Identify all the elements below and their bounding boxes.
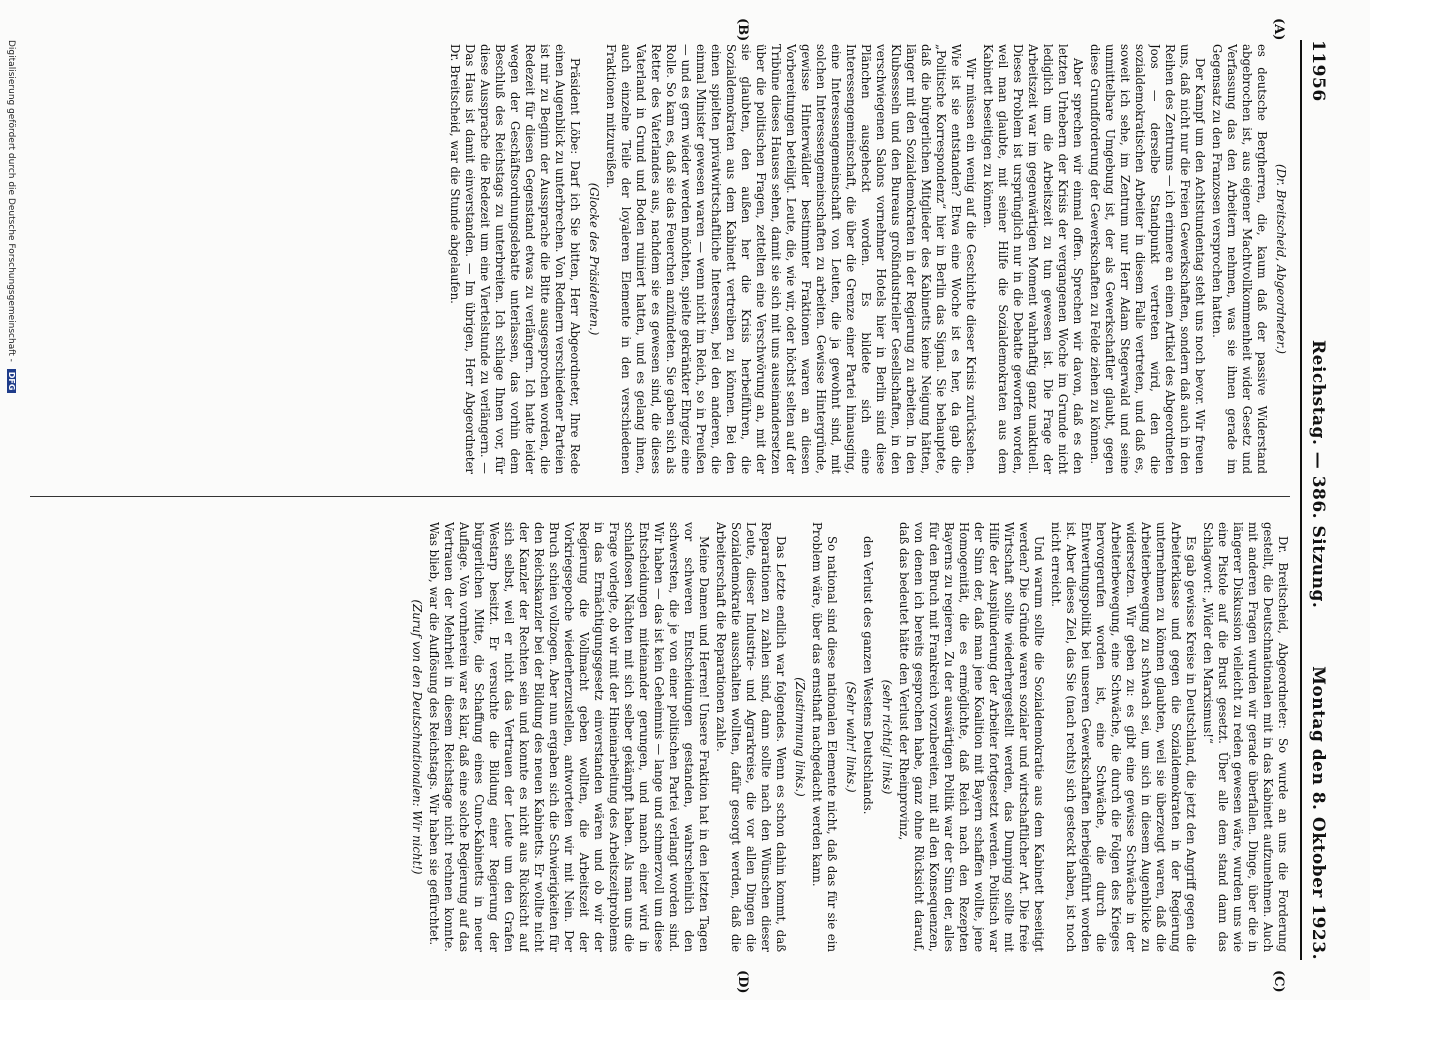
interjection: (sehr richtig! links) <box>880 679 894 795</box>
dfg-logo: DFG <box>7 369 16 394</box>
paragraph: es deutsche Bergherren, die, kaum daß der passive Widerstand abgebrochen ist, aus eigener Machtvollkommenheit wider Gesetz und Verfassung das den Arbeitern nehmen, was sie ihnen gerade im Gegensatz zu den Franzosen versprochen hatten. <box>1210 44 1269 474</box>
paragraph: Aber sprechen wir einmal offen. Sprechen wir davon, daß es den letzten Urhebern der Krisis der vergangenen Woche im Grunde nicht lediglich um die Arbeitszeit zu tun gewesen ist. Die Frage der Arbeitszeit war im gegenwärtigen Moment wahrhaftig ganz unaktuell. Dieses Problem ist ursprünglich nur in die Debatte geworfen worden, weil man glaubte, mit seiner Hilfe die Sozialdemokraten aus dem Kabinett beseitigen zu können. <box>981 44 1085 474</box>
interjection: (Glocke des Präsidenten.) <box>587 182 601 336</box>
right-column <box>30 522 1290 952</box>
margin-marker-b: (B) <box>735 18 750 42</box>
left-column <box>30 44 1290 474</box>
margin-marker-d: (D) <box>735 970 750 994</box>
paragraph: Meine Damen und Herren! Unsere Fraktion hat in den letzten Tagen vor schweren Entscheidungen gestanden, wahrscheinlich den schwersten, die je von einer politischen Partei verlangt worden sind. Wir haben — das ist kein Geheimnis — lange und schmerzvoll um diese Entscheidungen miteinander gerungen, und manch einer wird in schlaflosen Nächten mit sich selber gekämpft haben. Als man uns die Frage vorlegte, ob wir mit der Hineinarbeitung des Arbeitszeitproblems in das Ermächtigungsgesetz einverstanden wären und ob wir der Regierung die Vollmacht geben wollten, die Arbeitszeit der Vorkriegsepoche wiederherzustellen, antworteten wir mit Nein. Der Bruch schien vollzogen. Aber nun ergaben sich die Schwierigkeiten für den Reichskanzler bei der Bildung des neuen Kabinetts. Er wollte nicht der Kanzler der Rechten sein und konnte es nicht aus Rücksicht auf sich selbst, weil er nicht das Vertrauen der Leute um den Grafen Westarp besitzt. Er versuchte die Bildung einer Regierung der bürgerlichen Mitte, die Schaffung eines Cuno-Kabinetts in neuer Auflage. Von vornherein war es klar, daß eine solche Regierung auf das Vertrauen der Mehrheit in diesem Reichstage nicht rechnen konnte. Was blieb, war die Auflösung des Reichstags. Wir haben sie gefürchtet. <box>427 522 711 952</box>
paragraph: Wir müssen ein wenig auf die Geschichte dieser Krisis zurücksehen. Wie ist sie entstanden? Etwa eine Woche ist es her, da gab die „Politische Korrespondenz“ hier in Berlin das Signal. Sie behauptete, daß die bürgerlichen Mitglieder des Kabinetts keine Neigung hätten, länger mit den Sozialdemokraten in der Regierung zu arbeiten. In den Klubsesseln und den Bureaus großindustrieller Gesellschaften, in den verschwiegenen Salons vornehmer Hotels hier in Berlin sind diese Plänchen ausgeheckt worden. Es bildete sich eine Interessengemeinschaft, die über die Grenze einer Partei hinausging, eine Interessengemeinschaft von Leuten, die ja gewohnt sind, mit solchen Interessengemeinschaften zu arbeiten. Gewisse Hintergründe, gewisse Hinterwäldler bestimmter Fraktionen waren an diesen Vorbereitungen beteiligt. Leute, die, wie wir, oder höchst selten auf der Tribüne dieses Hauses sehen, damit sie sich mit uns auseinandersetzen über die politischen Fragen, zettelten eine Verschwörung an, mit der sie glaubten, den außen her die Krisis herbeiführen, die Sozialdemokraten aus dem Kabinett vertreiben zu können. Bei den einen spielten privatwirtschaftliche Interessen, bei den anderen, die einmal Minister gewesen waren — wenn nicht im Reich, so in Preußen — und es gern wieder werden möchten, spielte gekränkter Ehrgeiz eine Rolle. So kam es, daß sie das Feuerchen anzündeten. Sie gaben sich als Retter des Vaterlandes aus, nachdem sie es gewesen sind, die dieses Vaterland in Grund und Boden ruiniert hatten, und es gelang ihnen, auch einzelne Teile der loyaleren Elemente in den verschiedenen Fraktionen mitzureißen. <box>604 44 978 474</box>
paragraph: Der Kampf um den Achtstundentag steht uns noch bevor. Wir freuen uns, daß nicht nur die Freien Gewerkschaften, sondern daß auch in den Reihen des Zentrums — ich erinnere an einen Artikel des Abgeordneten Joos — derselbe Standpunkt vertreten wird, den die sozialdemokratischen Arbeiter in diesem Falle vertreten, und daß es, soweit ich sehe, im Zentrum nur Herr Adam Stegerwald und seine unmittelbare Umgebung ist, der als Gewerkschaftler glaubt, gegen diese Grundforderung der Gewerkschaften zu Felde ziehen zu können. <box>1088 44 1207 474</box>
paragraph: Und warum sollte die Sozialdemokratie aus dem Kabinett beseitigt werden? Die Gründe waren sozialer und wirtschaftlicher Art. Die freie Wirtschaft sollte wiederhergestellt werden, das Dumping sollte mit Hilfe der Ausplünderung der Arbeiter fortgesetzt werden. Politisch war der Sinn der, daß man jene Koalition mit Bayern schaffen wollte, jene Homogenität, die es ermöglichte, daß Reich nach den Rezepten Bayerns zu regieren. Zu der auswärtigen Politik war der Sinn der, alles für den Bruch mit Frankreich vorzubereiten, mit all den Konsequenzen, von denen ich bereits gesprochen habe, ganz ohne Rücksicht darauf, daß das bedeutet hätte den Verlust der Rheinprovinz, <box>897 522 1046 952</box>
margin-marker-c: (C) <box>1271 970 1286 993</box>
page-number: 11956 <box>1308 40 1328 102</box>
interjection: (Zustimmung links.) <box>793 677 807 797</box>
session-date: Montag den 8. Oktober 1923. <box>1308 666 1328 960</box>
session-title: Reichstag. — 386. Sitzung. <box>1308 340 1328 609</box>
margin-marker-a: (A) <box>1271 18 1286 41</box>
interjection: (Zuruf von den Deutschnationalen: Wir nicht!) <box>410 599 424 875</box>
speaker-continued: (Dr. Breitscheid, Abgeordneter.) <box>1274 164 1288 354</box>
digitization-credit <box>2 0 16 1040</box>
paragraph-president: Präsident Löbe: Darf ich Sie bitten, Herr Abgeordneter, Ihre Rede einen Augenblick zu unterbrechen. Von Rednern verschiedener Parteien ist mir zu Beginn der Aussprache die Bitte ausgesprochen worden, die Redezeit für diesen Gegenstand etwas zu verlängern. Ich hatte leider wegen der Geschäftsordnungsdebatte unterlassen, das vorhin dem Beschluß des Reichstags zu unterbreiten. Ich schlage Ihnen vor, für diese Aussprache die Redezeit um eine Viertelstunde zu verlängern. — Das Haus ist damit einverstanden. — Im übrigen, Herr Abgeordneter Dr. Breitscheid, war die Stunde abgelaufen. <box>448 44 582 474</box>
column-divider <box>30 496 1290 497</box>
credit-text: Digitalisierung gefördert durch die Deutsche Forschungsgemeinschaft - <box>6 40 16 362</box>
paragraph: Es gab gewisse Kreise in Deutschland, die jetzt den Angriff gegen die Arbeiterklasse und gegen die Sozialdemokraten in der Regierung unternehmen zu können glaubten, weil sie überzeugt waren, daß die Arbeiterbewegung zu schwach sei, um sich in diesem Augenblicke zu widersetzen. Wir geben zu: es gibt eine gewisse Schwäche in der Arbeiterbewegung, eine Schwäche, die durch die Folgen des Krieges hervorgerufen worden ist, eine Schwäche, die durch die Entwertungspolitik bei unseren Gewerkschaften herbeigeführt worden ist. Aber dieses Ziel, das Sie (nach rechts) sich gesteckt haben, ist noch nicht erreicht. <box>1049 522 1198 952</box>
interjection: (Sehr wahr! links.) <box>844 681 858 793</box>
paragraph: So national sind diese nationalen Elemente nicht, daß das für sie ein Problem wäre, über das ernsthaft nachgedacht werden kann. <box>810 522 839 952</box>
paragraph: Das Letzte endlich war folgendes. Wenn es schon dahin kommt, daß Reparationen zu zahlen sind, dann sollte nach den Wünschen dieser Leute, dieser Industrie- und Agrarkreise, die vor allen Dingen die Sozialdemokratie ausschalten wollten, dafür gesorgt werden, daß die Arbeiterschaft die Reparationen zahle. <box>714 522 788 952</box>
paragraph: den Verlust des ganzen Westens Deutschlands. <box>861 536 875 815</box>
paragraph-speaker: Dr. Breitscheid, Abgeordneter: So wurde an uns die Forderung gestellt, die Deutschnationalen mit in das Kabinett aufzunehmen. Auch mit anderen Fragen wurden wir gerade überfallen. Dinge, über die in längerer Diskussion vielleicht zu reden gewesen wäre, wurden uns wie eine Pistole auf die Brust gesetzt. Über alle dem stand dann das Schlagwort: „Wider den Marxismus!“ <box>1201 522 1290 952</box>
page-header <box>1300 40 1330 960</box>
